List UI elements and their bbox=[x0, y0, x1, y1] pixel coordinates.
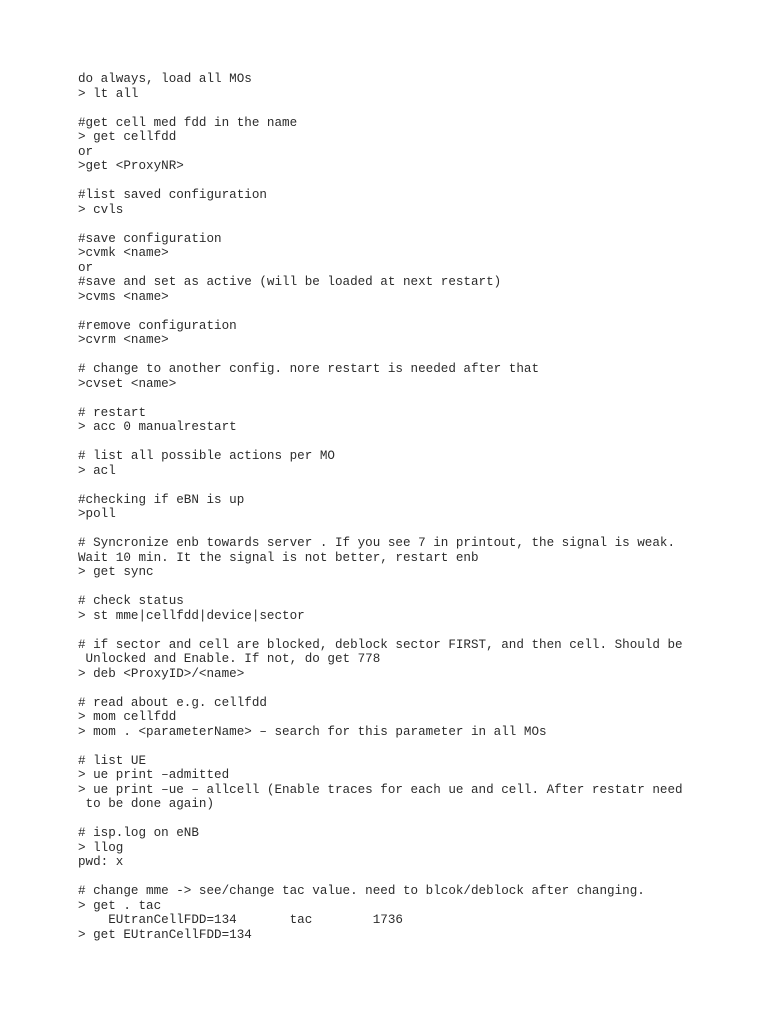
text-line: #checking if eBN is up bbox=[78, 492, 245, 507]
text-line: > st mme|cellfdd|device|sector bbox=[78, 608, 305, 623]
text-line: # change to another config. nore restart is needed after that bbox=[78, 362, 540, 376]
text-line: #get cell med fdd in the name bbox=[78, 115, 298, 130]
text-line: > get cellfdd bbox=[78, 130, 177, 144]
text-line: >poll bbox=[78, 507, 116, 521]
text-line: # list UE bbox=[78, 753, 147, 768]
text-line: > acc 0 manualrestart bbox=[78, 420, 237, 434]
document-body bbox=[78, 72, 738, 942]
text-line: #save configuration bbox=[78, 231, 222, 246]
text-line: > acl bbox=[78, 463, 116, 478]
text-line: # list all possible actions per MO bbox=[78, 449, 335, 463]
text-line: # restart bbox=[78, 405, 147, 420]
text-line: >cvset <name> bbox=[78, 376, 177, 391]
text-line: # read about e.g. cellfdd bbox=[78, 695, 267, 710]
blank-line bbox=[78, 623, 738, 638]
text-line: > ue print –ue – allcell (Enable traces for each ue and cell. After restatr need bbox=[78, 782, 683, 797]
blank-line bbox=[78, 217, 738, 232]
blank-line bbox=[78, 435, 738, 450]
blank-line bbox=[78, 812, 738, 827]
text-line: # change mme -> see/change tac value. need to blcok/deblock after changing. bbox=[78, 884, 645, 898]
text-line: to be done again) bbox=[78, 797, 215, 811]
text-line: #remove configuration bbox=[78, 318, 237, 333]
text-line: or bbox=[78, 260, 94, 275]
text-line: > get EUtranCellFDD=134 bbox=[78, 927, 252, 942]
text-line: EUtranCellFDD=134 tac 1736 bbox=[78, 913, 403, 927]
text-line: > llog bbox=[78, 840, 124, 855]
blank-line bbox=[78, 478, 738, 493]
text-line: >cvmk <name> bbox=[78, 246, 169, 260]
text-line: >get <ProxyNR> bbox=[78, 159, 184, 173]
blank-line bbox=[78, 101, 738, 116]
text-line: > get sync bbox=[78, 565, 154, 579]
text-line: Unlocked and Enable. If not, do get 778 bbox=[78, 652, 381, 666]
text-line: pwd: x bbox=[78, 855, 124, 869]
text-line: > mom cellfdd bbox=[78, 710, 177, 724]
text-line: # Syncronize enb towards server . If you see 7 in printout, the signal is weak. bbox=[78, 536, 676, 550]
text-line: >cvms <name> bbox=[78, 289, 169, 304]
blank-line bbox=[78, 739, 738, 754]
text-line: # isp.log on eNB bbox=[78, 826, 199, 840]
text-line: > ue print –admitted bbox=[78, 768, 230, 782]
blank-line bbox=[78, 304, 738, 319]
blank-line bbox=[78, 348, 738, 363]
text-line: > lt all bbox=[78, 86, 139, 101]
text-line: or bbox=[78, 144, 94, 159]
text-line: > get . tac bbox=[78, 898, 162, 913]
blank-line bbox=[78, 870, 738, 885]
text-line: > mom . <parameterName> – search for this parameter in all MOs bbox=[78, 724, 547, 739]
text-line: > cvls bbox=[78, 202, 124, 217]
text-line: > deb <ProxyID>/<name> bbox=[78, 666, 245, 681]
text-line: #list saved configuration bbox=[78, 188, 267, 202]
text-line: #save and set as active (will be loaded at next restart) bbox=[78, 275, 502, 289]
text-line: >cvrm <name> bbox=[78, 333, 169, 347]
text-line: Wait 10 min. It the signal is not better, restart enb bbox=[78, 550, 479, 565]
text-line: # if sector and cell are blocked, deblock sector FIRST, and then cell. Should be bbox=[78, 637, 683, 652]
blank-line bbox=[78, 391, 738, 406]
text-line: do always, load all MOs bbox=[78, 72, 252, 86]
blank-line bbox=[78, 681, 738, 696]
text-line: # check status bbox=[78, 594, 184, 608]
blank-line bbox=[78, 580, 738, 595]
blank-line bbox=[78, 522, 738, 537]
blank-line bbox=[78, 174, 738, 189]
